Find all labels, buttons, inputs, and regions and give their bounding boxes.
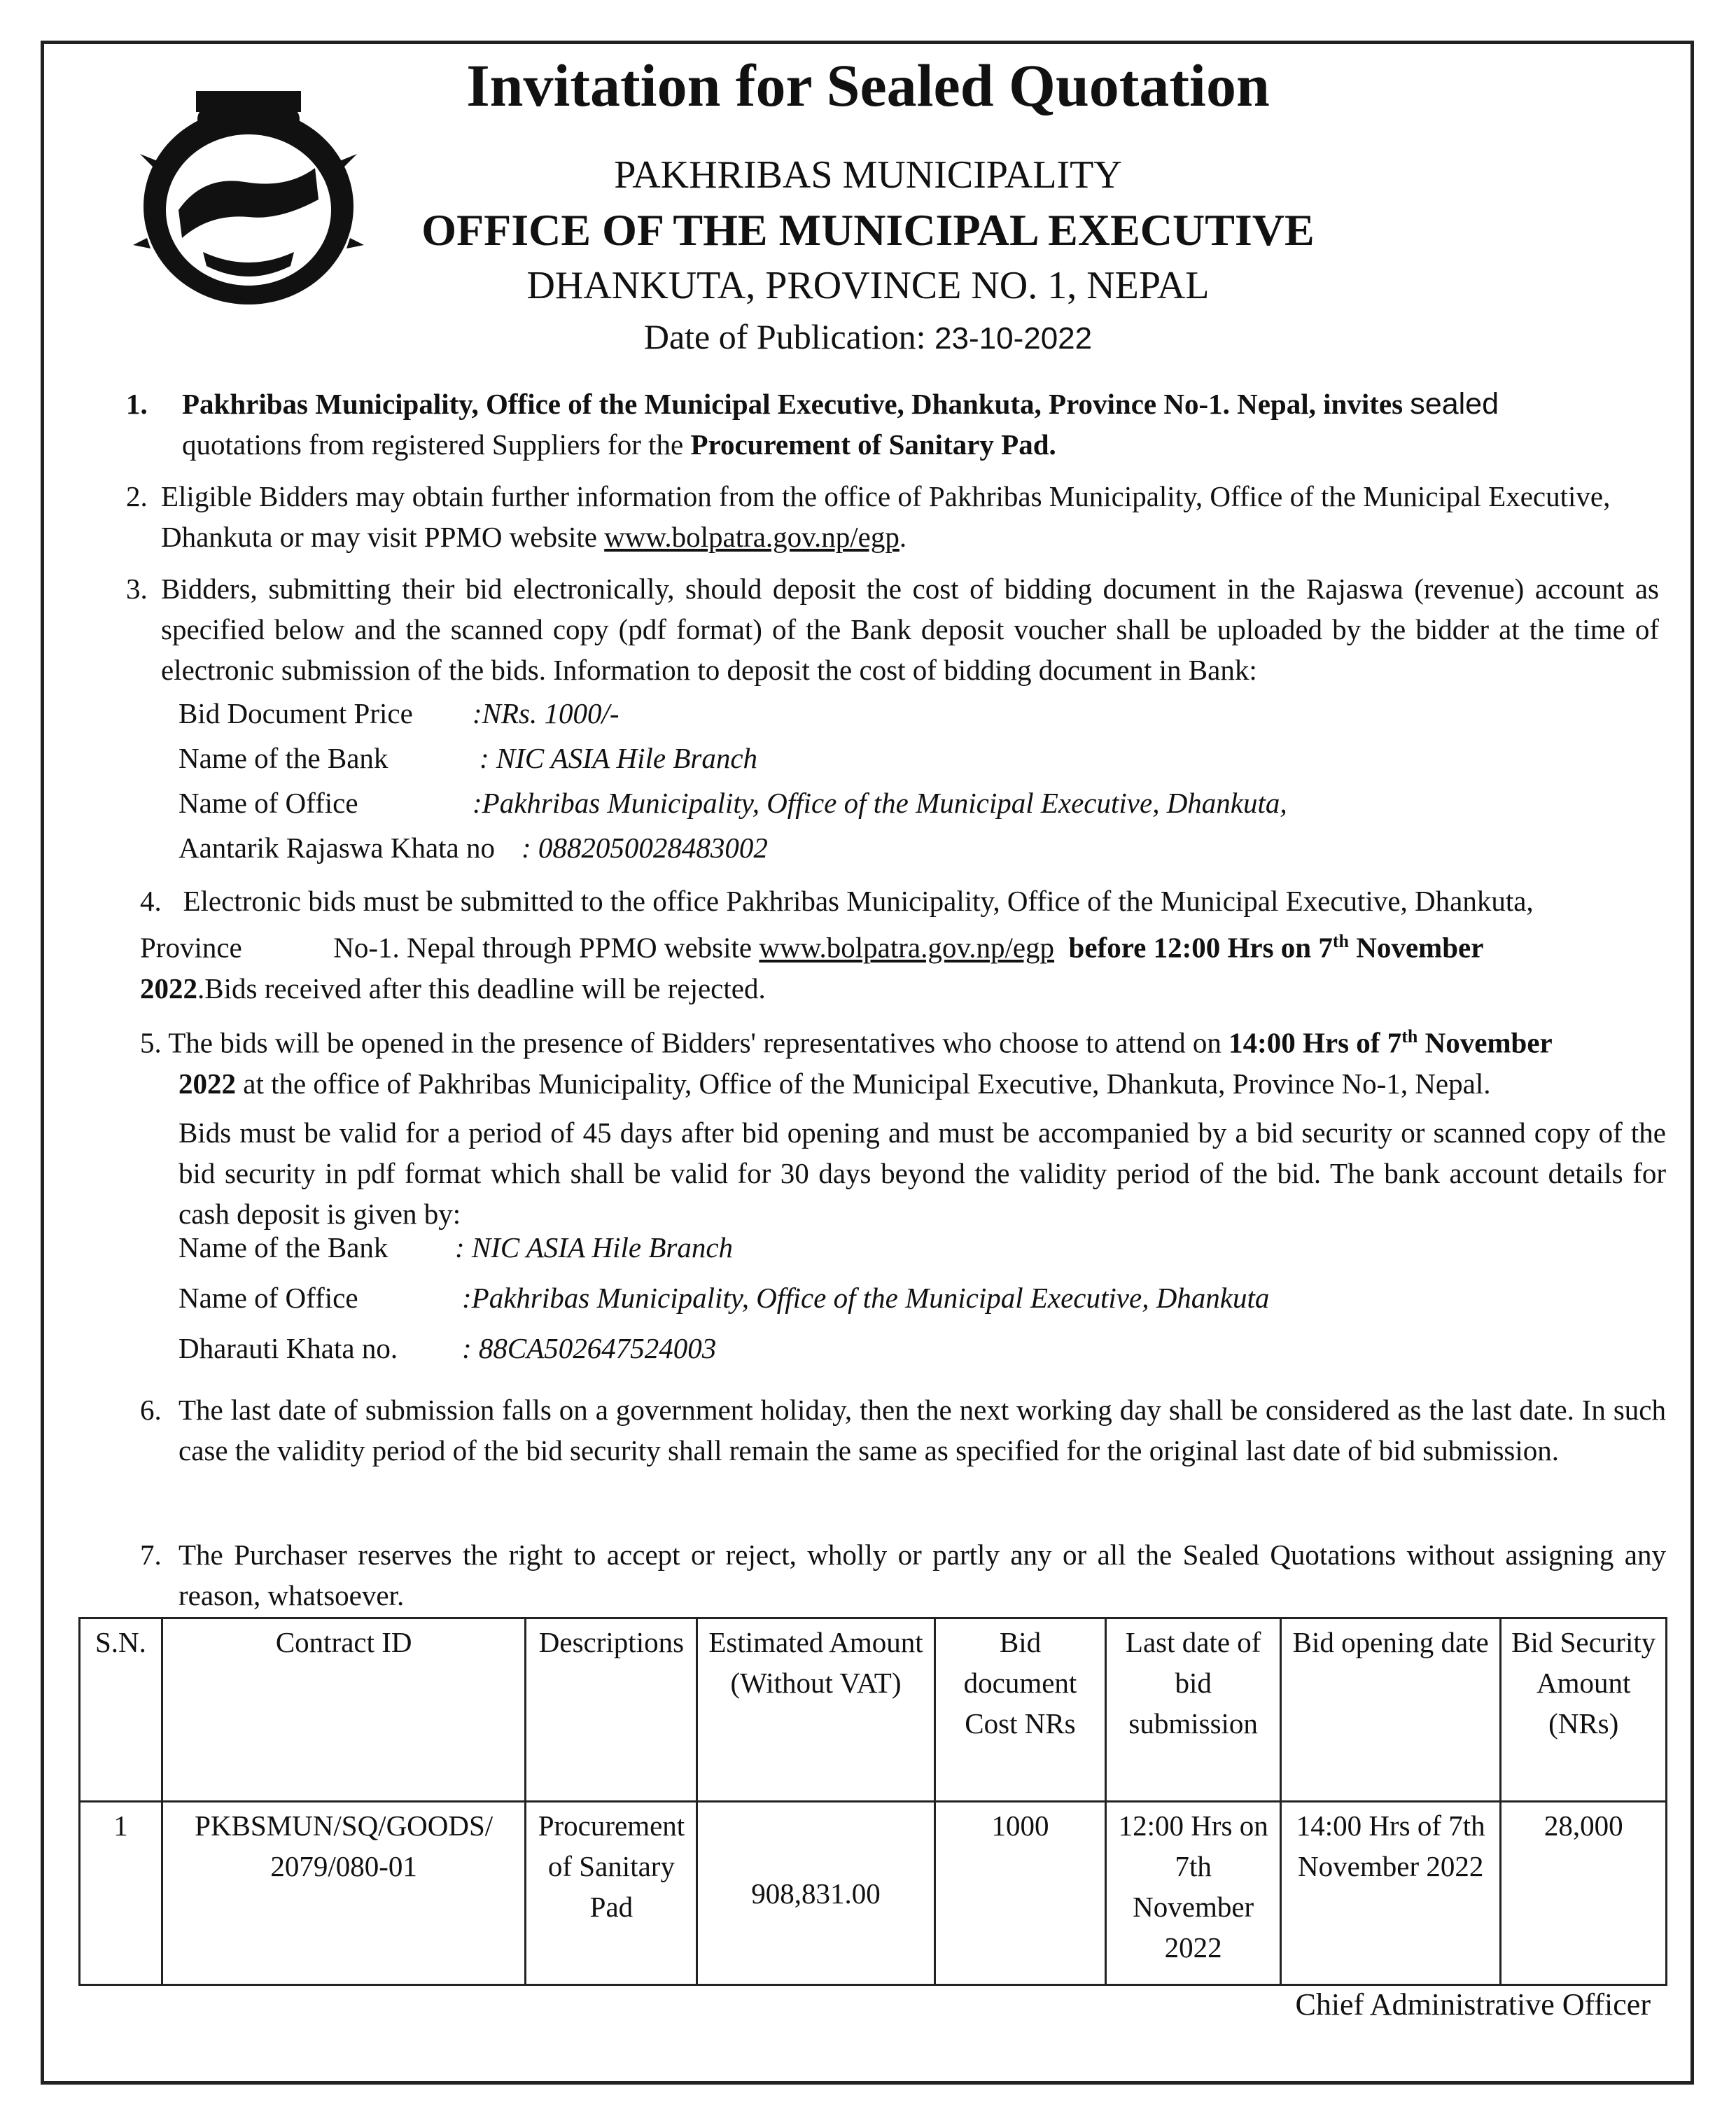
table-header: Descriptions bbox=[526, 1618, 697, 1802]
p1-sealed: sealed bbox=[1410, 387, 1499, 421]
deposit-key: Name of Office bbox=[178, 1282, 358, 1314]
paragraph-6 bbox=[140, 1390, 1666, 1471]
notice-title: Invitation for Sealed Quotation bbox=[466, 52, 1270, 119]
paragraph-5 bbox=[140, 1016, 1666, 1234]
table-header: Last date of bid submission bbox=[1106, 1618, 1281, 1802]
deposit-value: : 0882050028483002 bbox=[522, 832, 768, 864]
p2-end: . bbox=[899, 521, 907, 553]
p4-month: November bbox=[1356, 931, 1484, 964]
quotation-table bbox=[78, 1617, 1667, 1986]
table-header: S.N. bbox=[80, 1618, 162, 1802]
deposit-value: : NIC ASIA Hile Branch bbox=[479, 742, 758, 774]
p5-year: 2022 bbox=[178, 1067, 236, 1100]
table-row bbox=[80, 1802, 1667, 1985]
p4-text3: .Bids received after this deadline will be rejected. bbox=[197, 972, 766, 1004]
table-cell: 1 bbox=[80, 1802, 162, 1985]
table-cell: Procurement of Sanitary Pad bbox=[526, 1802, 697, 1985]
paragraph-3 bbox=[126, 568, 1659, 690]
deposit-key: Bid Document Price bbox=[178, 697, 413, 729]
signatory-title: Chief Administrative Officer bbox=[1295, 1987, 1651, 2022]
table-header: Estimated Amount (Without VAT) bbox=[697, 1618, 934, 1802]
p3-text: Bidders, submitting their bid electronically, should deposit the cost of bidding document in the Rajaswa (revenue) account as specified below and the scanned copy (pdf format) of the Bank deposit voucher shall be uploaded by the bidder at the time of electronic submission of the bids. Information to deposit the cost of bidding document in Bank: bbox=[161, 573, 1659, 686]
deposit-key: Aantarik Rajaswa Khata no bbox=[178, 832, 495, 864]
ppmo-website-link[interactable]: www.bolpatra.gov.np/egp bbox=[759, 931, 1055, 964]
p4-year: 2022 bbox=[140, 972, 197, 1004]
deposit-value: :Pakhribas Municipality, Office of the Municipal Executive, Dhankuta, bbox=[472, 787, 1287, 819]
office-location: DHANKUTA, PROVINCE NO. 1, NEPAL bbox=[526, 264, 1210, 307]
p5-sup: th bbox=[1401, 1026, 1418, 1046]
table-header-row bbox=[80, 1618, 1667, 1802]
deposit-key: Dharauti Khata no. bbox=[178, 1332, 398, 1364]
paragraph-4 bbox=[140, 881, 1662, 1009]
paragraph-2 bbox=[126, 476, 1645, 557]
deposit-details-revenue bbox=[178, 696, 1648, 878]
ppmo-website-link[interactable]: www.bolpatra.gov.np/egp bbox=[604, 521, 899, 553]
table-cell: 28,000 bbox=[1501, 1802, 1667, 1985]
table-cell: PKBSMUN/SQ/GOODS/ 2079/080-01 bbox=[162, 1802, 526, 1985]
deposit-value: : NIC ASIA Hile Branch bbox=[455, 1231, 734, 1264]
p7-text: The Purchaser reserves the right to accept or reject, wholly or partly any or all the Sealed Quotations without assigning any reason, whatsoever. bbox=[178, 1539, 1666, 1611]
paragraph-number: 5. bbox=[140, 1026, 162, 1059]
p6-text: The last date of submission falls on a government holiday, then the next working day shall be considered as the last date. In such case the validity period of the bid security shall remain the same as specified for the original last date of bid submission. bbox=[178, 1394, 1666, 1466]
p4-sup: th bbox=[1332, 931, 1349, 951]
paragraph-number: 6. bbox=[140, 1394, 162, 1426]
deposit-value: :Pakhribas Municipality, Office of the Municipal Executive, Dhankuta bbox=[462, 1282, 1270, 1314]
table-header: Bid document Cost NRs bbox=[934, 1618, 1106, 1802]
p5-time: 14:00 Hrs of 7 bbox=[1228, 1026, 1402, 1059]
p4-text2: No-1. Nepal through PPMO website bbox=[333, 931, 752, 964]
p4-deadline: before 12:00 Hrs on 7 bbox=[1068, 931, 1333, 964]
paragraph-number: 4. bbox=[140, 885, 162, 917]
office-name: OFFICE OF THE MUNICIPAL EXECUTIVE bbox=[421, 205, 1315, 255]
deposit-key: Name of the Bank bbox=[178, 742, 388, 774]
municipality-name: PAKHRIBAS MUNICIPALITY bbox=[614, 153, 1122, 197]
date-label: Date of Publication: bbox=[643, 317, 926, 356]
table-cell: 1000 bbox=[934, 1802, 1106, 1985]
publication-date bbox=[308, 316, 1428, 357]
deposit-value: : 88CA502647524003 bbox=[462, 1332, 717, 1364]
table-header: Contract ID bbox=[162, 1618, 526, 1802]
p1-bold-text: Pakhribas Municipality, Office of the Municipal Executive, Dhankuta, Province No-1. Nepal, invites bbox=[182, 388, 1404, 420]
deposit-key: Name of the Bank bbox=[178, 1231, 388, 1264]
paragraph-number: 3. bbox=[126, 573, 148, 605]
p4-text1: Electronic bids must be submitted to the office Pakhribas Municipality, Office of the Municipal Executive, Dhankuta, bbox=[183, 885, 1534, 917]
table-cell: 14:00 Hrs of 7th November 2022 bbox=[1281, 1802, 1501, 1985]
table-cell: 908,831.00 bbox=[697, 1802, 934, 1985]
p5-text1: The bids will be opened in the presence of Bidders' representatives who choose to attend on bbox=[168, 1026, 1222, 1059]
p5-validity-text: Bids must be valid for a period of 45 days after bid opening and must be accompanied by a bid security or scanned copy of the bid security in pdf format which shall be valid for 30 days beyond the validity period of the bid. The bank account details for cash deposit is given by: bbox=[178, 1116, 1666, 1230]
paragraph-number: 1. bbox=[126, 388, 148, 420]
p5-text2: at the office of Pakhribas Municipality, Office of the Municipal Executive, Dhankuta, Province No-1, Nepal. bbox=[243, 1067, 1491, 1100]
table-cell: 12:00 Hrs on 7th November 2022 bbox=[1106, 1802, 1281, 1985]
deposit-value: :NRs. 1000/- bbox=[472, 697, 620, 729]
table-header: Bid Security Amount (NRs) bbox=[1501, 1618, 1667, 1802]
p4-province: Province bbox=[140, 931, 242, 964]
paragraph-1 bbox=[126, 384, 1645, 465]
p2-text: Eligible Bidders may obtain further information from the office of Pakhribas Municipality, Office of the Municipal Executive, Dhankuta or may visit PPMO website bbox=[161, 480, 1611, 553]
table-header: Bid opening date bbox=[1281, 1618, 1501, 1802]
date-value: 23-10-2022 bbox=[934, 321, 1093, 356]
deposit-key: Name of Office bbox=[178, 787, 358, 819]
paragraph-number: 7. bbox=[140, 1539, 162, 1571]
deposit-details-security bbox=[178, 1231, 1648, 1385]
p1-procurement: Procurement of Sanitary Pad. bbox=[690, 428, 1056, 461]
paragraph-number: 2. bbox=[126, 480, 148, 512]
paragraph-7 bbox=[140, 1534, 1666, 1616]
p5-month: November bbox=[1424, 1026, 1553, 1059]
p1-text: quotations from registered Suppliers for the bbox=[182, 428, 684, 461]
